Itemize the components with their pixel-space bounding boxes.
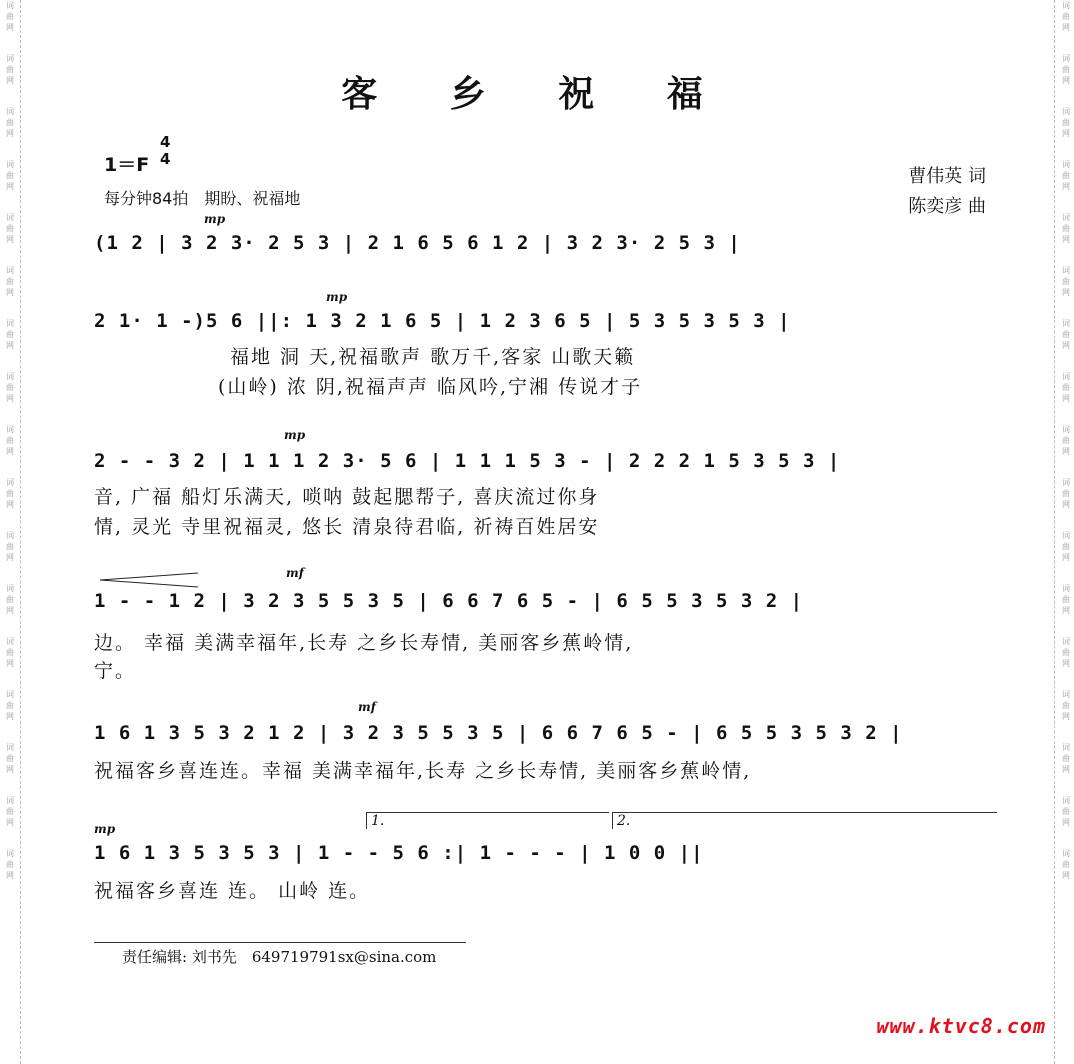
time-signature-top: 4	[160, 133, 171, 151]
lyric-verse-1: 祝福客乡喜连连。幸福 美满幸福年,长寿 之乡长寿情, 美丽客乡蕉岭情,	[94, 760, 752, 782]
side-watermark-text: 词 曲 网	[6, 690, 14, 721]
side-watermark-text: 词 曲 网	[1062, 1, 1070, 32]
side-watermark-text: 词 曲 网	[6, 478, 14, 509]
side-watermark-text: 词 曲 网	[1062, 372, 1070, 403]
side-watermark-text: 词 曲 网	[1062, 266, 1070, 297]
dynamic-mark: mp	[94, 822, 116, 836]
side-watermark-text: 词 曲 网	[1062, 107, 1070, 138]
song-title: 客 乡 祝 福	[341, 73, 733, 115]
key-signature: 1＝F	[104, 154, 150, 176]
volta-first-ending: 1.	[366, 812, 609, 829]
lyric-verse-2: 情, 灵光 寺里祝福灵, 悠长 清泉待君临, 祈祷百姓居安	[94, 516, 600, 538]
side-watermark-text: 词 曲 网	[6, 1, 14, 32]
dynamic-mark: mf	[358, 700, 376, 714]
side-watermark-text: 词 曲 网	[6, 743, 14, 774]
notation-line: 2 - - 3 2 | 1 1 1 2 3· 5 6 | 1 1 1 5 3 - | 2 2 2 1 5 3 5 3 |	[94, 450, 841, 472]
side-watermark-text: 词 曲 网	[1062, 319, 1070, 350]
score-row-6	[94, 812, 994, 902]
side-watermark-text: 词 曲 网	[6, 849, 14, 880]
score-row-1	[94, 212, 994, 272]
left-border	[20, 0, 21, 1064]
side-watermark-text: 词 曲 网	[1062, 160, 1070, 191]
footer-divider	[94, 942, 466, 943]
editor-credit: 责任编辑: 刘书先 649719791sx@sina.com	[122, 948, 437, 966]
side-watermark-text: 词 曲 网	[1062, 54, 1070, 85]
notation-line: 1 - - 1 2 | 3 2 3 5 5 3 5 | 6 6 7 6 5 - | 6 5 5 3 5 3 2 |	[94, 590, 804, 612]
side-watermark-text: 词 曲 网	[1062, 796, 1070, 827]
right-border	[1054, 0, 1055, 1064]
side-watermark-text: 词 曲 网	[1062, 743, 1070, 774]
crescendo-hairpin	[100, 572, 200, 588]
side-watermark-text: 词 曲 网	[1062, 690, 1070, 721]
score-row-2	[94, 290, 994, 410]
score-row-4	[94, 566, 994, 686]
side-watermark-text: 词 曲 网	[6, 107, 14, 138]
site-watermark: www.ktvc8.com	[876, 1014, 1046, 1038]
lyric-verse-2: (山岭) 浓 阴,祝福声声 临风吟,宁湘 传说才子	[218, 376, 643, 398]
side-watermark-text: 词 曲 网	[6, 531, 14, 562]
side-watermark-text: 词 曲 网	[1062, 637, 1070, 668]
side-watermark-text: 词 曲 网	[6, 372, 14, 403]
score-row-5	[94, 700, 994, 790]
left-side-watermark	[2, 0, 18, 1064]
time-signature	[160, 134, 170, 168]
dynamic-mark: mf	[286, 566, 304, 580]
side-watermark-text: 词 曲 网	[6, 796, 14, 827]
side-watermark-text: 词 曲 网	[6, 584, 14, 615]
side-watermark-text: 词 曲 网	[6, 425, 14, 456]
dynamic-mark: mp	[204, 212, 226, 226]
dynamic-mark: mp	[326, 290, 348, 304]
lyric-verse-1: 边。 幸福 美满幸福年,长寿 之乡长寿情, 美丽客乡蕉岭情,	[94, 632, 634, 654]
notation-line: 1 6 1 3 5 3 2 1 2 | 3 2 3 5 5 3 5 | 6 6 7 6 5 - | 6 5 5 3 5 3 2 |	[94, 722, 903, 744]
lyric-verse-1: 祝福客乡喜连 连。 山岭 连。	[94, 880, 371, 902]
side-watermark-text: 词 曲 网	[1062, 425, 1070, 456]
score-row-3	[94, 428, 994, 548]
notation-line: (1 2 | 3 2 3· 2 5 3 | 2 1 6 5 6 1 2 | 3 2 3· 2 5 3 |	[94, 232, 741, 254]
side-watermark-text: 词 曲 网	[1062, 584, 1070, 615]
lyric-verse-2: 宁。	[94, 660, 137, 682]
time-signature-bottom: 4	[160, 150, 171, 168]
side-watermark-text: 词 曲 网	[1062, 213, 1070, 244]
side-watermark-text: 词 曲 网	[1062, 478, 1070, 509]
side-watermark-text: 词 曲 网	[1062, 531, 1070, 562]
volta-second-ending: 2.	[612, 812, 997, 829]
notation-line: 2 1· 1 -)5 6 ||: 1 3 2 1 6 5 | 1 2 3 6 5 | 5 3 5 3 5 3 |	[94, 310, 791, 332]
right-side-watermark	[1058, 0, 1074, 1064]
tempo-marking: 每分钟84拍 期盼、祝福地	[104, 189, 301, 208]
side-watermark-text: 词 曲 网	[6, 160, 14, 191]
side-watermark-text: 词 曲 网	[6, 637, 14, 668]
side-watermark-text: 词 曲 网	[6, 213, 14, 244]
dynamic-mark: mp	[284, 428, 306, 442]
side-watermark-text: 词 曲 网	[6, 319, 14, 350]
side-watermark-text: 词 曲 网	[1062, 849, 1070, 880]
lyric-verse-1: 音, 广福 船灯乐满天, 唢呐 鼓起腮帮子, 喜庆流过你身	[94, 486, 600, 508]
lyric-verse-1: 福地 洞 天,祝福歌声 歌万千,客家 山歌天籁	[230, 346, 636, 368]
lyricist-credit: 曹伟英 词	[908, 166, 986, 187]
side-watermark-text: 词 曲 网	[6, 266, 14, 297]
notation-line: 1 6 1 3 5 3 5 3 | 1 - - 5 6 :| 1 - - - | 1 0 0 ||	[94, 842, 704, 864]
side-watermark-text: 词 曲 网	[6, 54, 14, 85]
composer-credit: 陈奕彦 曲	[908, 196, 986, 217]
